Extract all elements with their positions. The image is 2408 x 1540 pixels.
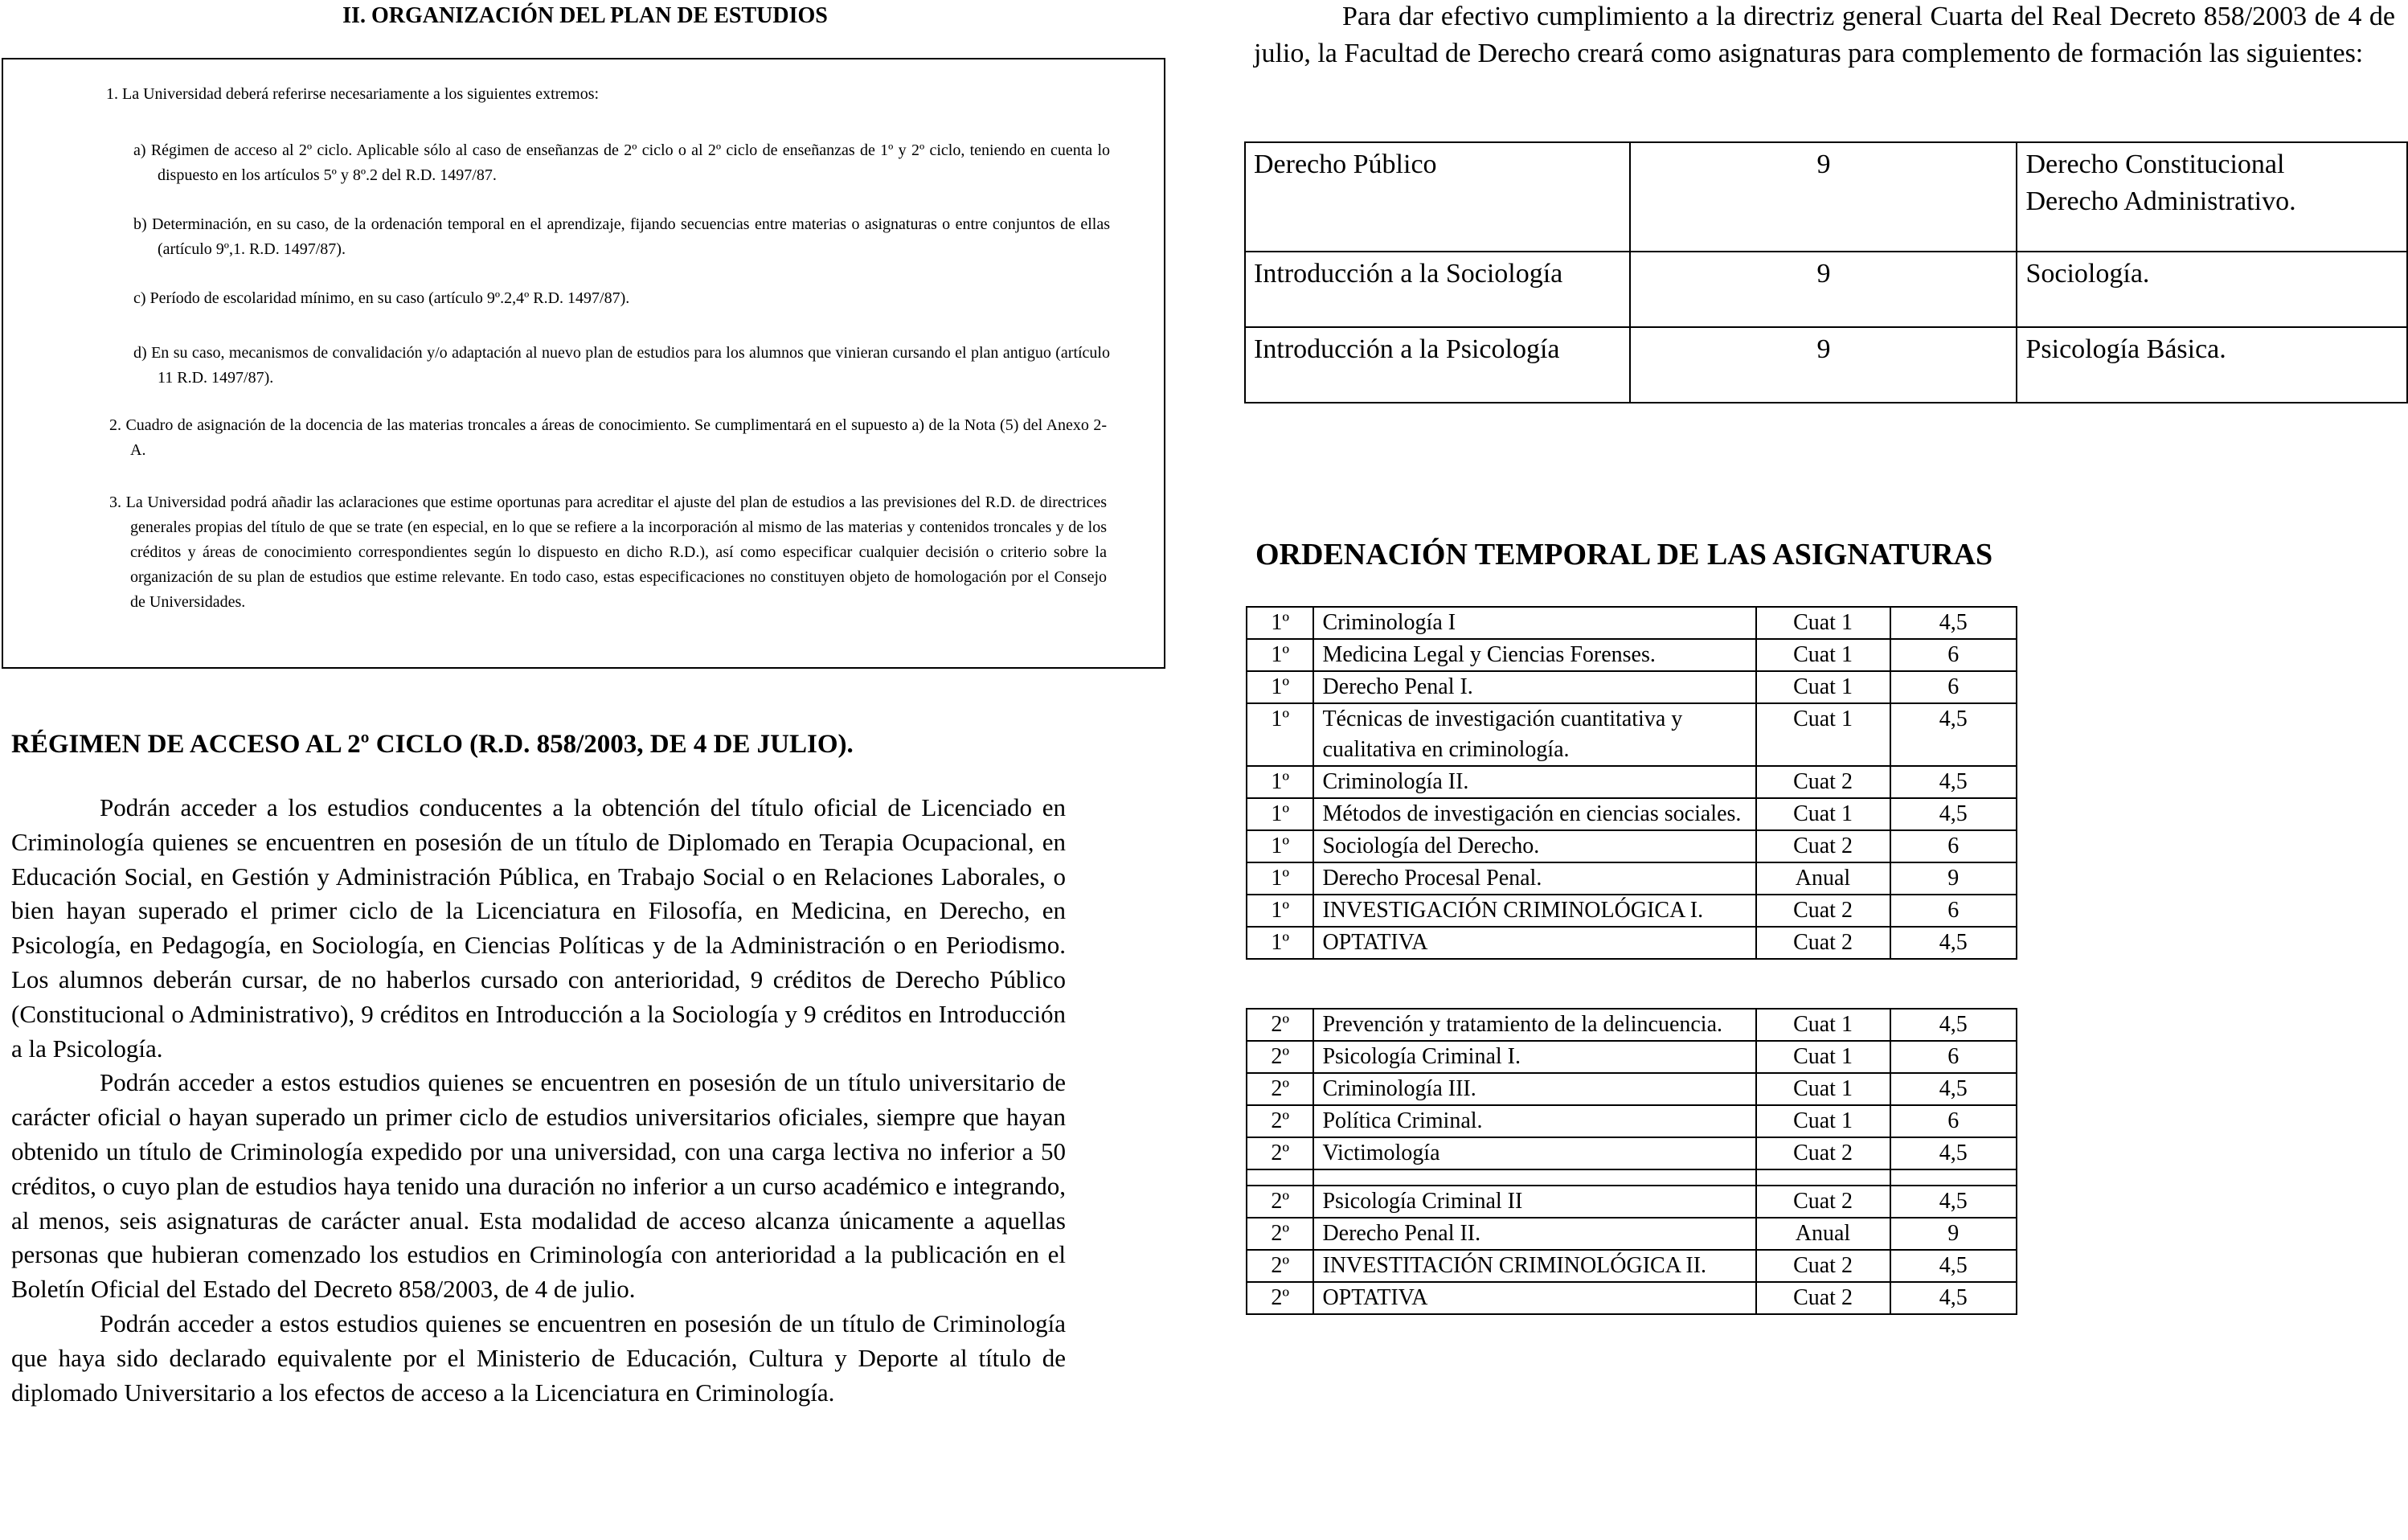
table-row	[1247, 766, 2017, 798]
schedule-term: Cuat 1	[1756, 1041, 1890, 1073]
spacer-cell	[1247, 1169, 1313, 1186]
schedule-subject: Prevención y tratamiento de la delincuencia.	[1313, 1009, 1755, 1041]
schedule-course: 2º	[1247, 1041, 1313, 1073]
schedule-credits: 4,5	[1890, 1282, 2017, 1314]
access-text	[11, 791, 1066, 1410]
schedule-subject: Victimología	[1313, 1137, 1755, 1169]
complement-credits: 9	[1630, 252, 2017, 327]
schedule-course: 2º	[1247, 1250, 1313, 1282]
schedule-credits: 4,5	[1890, 798, 2017, 830]
table-row	[1247, 895, 2017, 927]
access-paragraph: Podrán acceder a estos estudios quienes se encuentren en posesión de un título universitario de carácter oficial o hayan superado un primer ciclo de estudios universitarios oficiales, siempre que hayan obtenido un título de Criminología expedido por una universidad, con una carga lectiva no inferior a 50 créditos, o cuyo plan de estudios haya tenido una duración no inferior a un curso académico e integrando, al menos, seis asignaturas de carácter anual. Esta modalidad de acceso alcanza únicamente a aquellas personas que hubieran comenzado los estudios en Criminología con anterioridad a la publicación en el Boletín Oficial del Estado del Decreto 858/2003, de 4 de julio.	[11, 1068, 1066, 1304]
schedule-term: Cuat 2	[1756, 895, 1890, 927]
schedule-heading: ORDENACIÓN TEMPORAL DE LAS ASIGNATURAS	[1255, 538, 1993, 571]
table-row	[1247, 1282, 2017, 1314]
access-heading: RÉGIMEN DE ACCESO AL 2º CICLO (R.D. 858/2003, DE 4 DE JULIO).	[11, 730, 854, 759]
note-3: 3. La Universidad podrá añadir las aclaraciones que estime oportunas para acreditar el ajuste del plan de estudios a las previsiones del R.D. de directrices generales propias del título de que se trate (en especial, en lo que se refiere a la incorporación al mismo de las materias y contenidos troncales y de los créditos y áreas de conocimiento correspondientes según lo dispuesto en dicho R.D.), así como especificar cualquier decisión o criterio sobre la organización de su plan de estudios que estime relevante. En todo caso, estas especificaciones no constituyen objeto de homologación por el Consejo de Universidades.	[109, 494, 1107, 611]
schedule-course: 1º	[1247, 766, 1313, 798]
schedule-credits: 6	[1890, 830, 2017, 862]
schedule-course: 2º	[1247, 1282, 1313, 1314]
schedule-term: Cuat 2	[1756, 1186, 1890, 1218]
schedule-course: 1º	[1247, 639, 1313, 671]
table-row	[1245, 252, 2407, 327]
note-1a: a) Régimen de acceso al 2º ciclo. Aplicable sólo al caso de enseñanzas de 2º ciclo o al 2º ciclo de enseñanzas de 1º y 2º ciclo, teniendo en cuenta lo dispuesto en los artículos 5º y 8º.2 del R.D. 1497/87.	[133, 141, 1110, 184]
schedule-subject: INVESTITACIÓN CRIMINOLÓGICA II.	[1313, 1250, 1755, 1282]
table-row	[1245, 327, 2407, 403]
table-row	[1247, 1105, 2017, 1137]
schedule-course: 1º	[1247, 895, 1313, 927]
complement-area: Sociología.	[2017, 252, 2407, 327]
schedule-course: 2º	[1247, 1137, 1313, 1169]
complement-credits: 9	[1630, 142, 2017, 252]
schedule-credits: 6	[1890, 671, 2017, 703]
table-row	[1247, 703, 2017, 766]
instructions-box	[2, 58, 1165, 669]
complement-area: Derecho Constitucional Derecho Administrativo.	[2017, 142, 2407, 252]
table-row	[1247, 830, 2017, 862]
table-row	[1247, 607, 2017, 639]
table-row	[1247, 1041, 2017, 1073]
table-row	[1247, 1218, 2017, 1250]
schedule-credits: 4,5	[1890, 1073, 2017, 1105]
table-row	[1247, 1073, 2017, 1105]
schedule-term: Cuat 1	[1756, 607, 1890, 639]
schedule-course: 2º	[1247, 1218, 1313, 1250]
table-row	[1247, 798, 2017, 830]
schedule-credits: 6	[1890, 1105, 2017, 1137]
complement-intro: Para dar efectivo cumplimiento a la directriz general Cuarta del Real Decreto 858/2003 de 4 de julio, la Facultad de Derecho creará como asignaturas para complemento de formación las siguientes:	[1254, 2, 2395, 68]
row-spacer	[1247, 1169, 2017, 1186]
schedule-course: 2º	[1247, 1186, 1313, 1218]
schedule-table-second-year	[1246, 1008, 2017, 1315]
schedule-credits: 4,5	[1890, 1250, 2017, 1282]
schedule-credits: 6	[1890, 639, 2017, 671]
schedule-subject: OPTATIVA	[1313, 927, 1755, 959]
table-row	[1247, 927, 2017, 959]
schedule-credits: 9	[1890, 1218, 2017, 1250]
table-row	[1247, 1137, 2017, 1169]
spacer-cell	[1756, 1169, 1890, 1186]
table-row	[1247, 1186, 2017, 1218]
schedule-course: 1º	[1247, 830, 1313, 862]
schedule-course: 1º	[1247, 862, 1313, 895]
schedule-term: Cuat 1	[1756, 703, 1890, 766]
schedule-term: Cuat 2	[1756, 1250, 1890, 1282]
table-row	[1247, 1009, 2017, 1041]
schedule-credits: 4,5	[1890, 1186, 2017, 1218]
schedule-course: 1º	[1247, 927, 1313, 959]
complement-credits: 9	[1630, 327, 2017, 403]
complement-area: Psicología Básica.	[2017, 327, 2407, 403]
schedule-course: 1º	[1247, 703, 1313, 766]
schedule-course: 2º	[1247, 1009, 1313, 1041]
schedule-subject: Criminología I	[1313, 607, 1755, 639]
access-paragraph: Podrán acceder a estos estudios quienes se encuentren en posesión de un título de Criminología que haya sido declarado equivalente por el Ministerio de Educación, Cultura y Deporte al título de diplomado Universitario a los efectos de acceso a la Licenciatura en Criminología.	[11, 1309, 1066, 1407]
access-paragraph: Podrán acceder a los estudios conducentes a la obtención del título oficial de Licenciado en Criminología quienes se encuentren en posesión de un título de Diplomado en Terapia Ocupacional, en Educación Social, en Gestión y Administración Pública, en Trabajo Social o en Relaciones Laborales, o bien hayan superado el primer ciclo de la Licenciatura en Filosofía, en Medicina, en Derecho, en Psicología, en Pedagogía, en Sociología, en Ciencias Políticas y de la Administración o en Periodismo. Los alumnos deberán cursar, de no haberlos cursado con anterioridad, 9 créditos de Derecho Público (Constitucional o Administrativo), 9 créditos en Introducción a la Sociología y 9 créditos en Introducción a la Psicología.	[11, 793, 1066, 1063]
schedule-subject: Derecho Penal I.	[1313, 671, 1755, 703]
schedule-credits: 4,5	[1890, 766, 2017, 798]
spacer-cell	[1890, 1169, 2017, 1186]
note-2: 2. Cuadro de asignación de la docencia de las materias troncales a áreas de conocimiento. Se cumplimentará en el supuesto a) de la Nota (5) del Anexo 2-A.	[109, 416, 1107, 459]
schedule-term: Cuat 2	[1756, 766, 1890, 798]
schedule-course: 1º	[1247, 671, 1313, 703]
schedule-course: 2º	[1247, 1073, 1313, 1105]
complement-subject: Derecho Público	[1245, 142, 1630, 252]
schedule-subject: Psicología Criminal II	[1313, 1186, 1755, 1218]
schedule-term: Cuat 2	[1756, 1282, 1890, 1314]
schedule-term: Cuat 2	[1756, 1137, 1890, 1169]
schedule-subject: Métodos de investigación en ciencias sociales.	[1313, 798, 1755, 830]
schedule-term: Anual	[1756, 1218, 1890, 1250]
schedule-subject: Sociología del Derecho.	[1313, 830, 1755, 862]
schedule-term: Cuat 2	[1756, 927, 1890, 959]
schedule-course: 2º	[1247, 1105, 1313, 1137]
schedule-term: Cuat 2	[1756, 830, 1890, 862]
table-row	[1245, 142, 2407, 252]
complement-subject: Introducción a la Psicología	[1245, 327, 1630, 403]
table-row	[1247, 639, 2017, 671]
schedule-credits: 4,5	[1890, 607, 2017, 639]
schedule-subject: Política Criminal.	[1313, 1105, 1755, 1137]
schedule-term: Cuat 1	[1756, 798, 1890, 830]
schedule-term: Cuat 1	[1756, 1105, 1890, 1137]
schedule-credits: 6	[1890, 1041, 2017, 1073]
schedule-subject: OPTATIVA	[1313, 1282, 1755, 1314]
schedule-subject: Medicina Legal y Ciencias Forenses.	[1313, 639, 1755, 671]
schedule-term: Cuat 1	[1756, 1009, 1890, 1041]
schedule-subject: Técnicas de investigación cuantitativa y cualitativa en criminología.	[1313, 703, 1755, 766]
note-1c: c) Período de escolaridad mínimo, en su caso (artículo 9º.2,4º R.D. 1497/87).	[133, 289, 630, 307]
schedule-subject: Derecho Penal II.	[1313, 1218, 1755, 1250]
schedule-credits: 9	[1890, 862, 2017, 895]
schedule-subject: INVESTIGACIÓN CRIMINOLÓGICA I.	[1313, 895, 1755, 927]
complement-table	[1244, 141, 2408, 403]
box-title: II. ORGANIZACIÓN DEL PLAN DE ESTUDIOS	[342, 3, 828, 28]
spacer-cell	[1313, 1169, 1755, 1186]
table-row	[1247, 862, 2017, 895]
schedule-subject: Criminología III.	[1313, 1073, 1755, 1105]
schedule-term: Cuat 1	[1756, 1073, 1890, 1105]
schedule-subject: Psicología Criminal I.	[1313, 1041, 1755, 1073]
schedule-subject: Criminología II.	[1313, 766, 1755, 798]
table-row	[1247, 1250, 2017, 1282]
complement-intro-block	[1254, 0, 2395, 72]
schedule-subject: Derecho Procesal Penal.	[1313, 862, 1755, 895]
schedule-term: Cuat 1	[1756, 671, 1890, 703]
schedule-term: Anual	[1756, 862, 1890, 895]
complement-subject: Introducción a la Sociología	[1245, 252, 1630, 327]
schedule-credits: 6	[1890, 895, 2017, 927]
schedule-credits: 4,5	[1890, 927, 2017, 959]
note-1d: d) En su caso, mecanismos de convalidación y/o adaptación al nuevo plan de estudios para los alumnos que vinieran cursando el plan antiguo (artículo 11 R.D. 1497/87).	[133, 344, 1110, 387]
schedule-course: 1º	[1247, 798, 1313, 830]
schedule-term: Cuat 1	[1756, 639, 1890, 671]
table-row	[1247, 671, 2017, 703]
note-1b: b) Determinación, en su caso, de la ordenación temporal en el aprendizaje, fijando secuencias entre materias o asignaturas o entre conjuntos de ellas (artículo 9º,1. R.D. 1497/87).	[133, 215, 1110, 258]
note-1: 1. La Universidad deberá referirse necesariamente a los siguientes extremos:	[106, 85, 600, 103]
schedule-table-first-year	[1246, 606, 2017, 960]
schedule-credits: 4,5	[1890, 1009, 2017, 1041]
schedule-credits: 4,5	[1890, 1137, 2017, 1169]
schedule-credits: 4,5	[1890, 703, 2017, 766]
schedule-course: 1º	[1247, 607, 1313, 639]
